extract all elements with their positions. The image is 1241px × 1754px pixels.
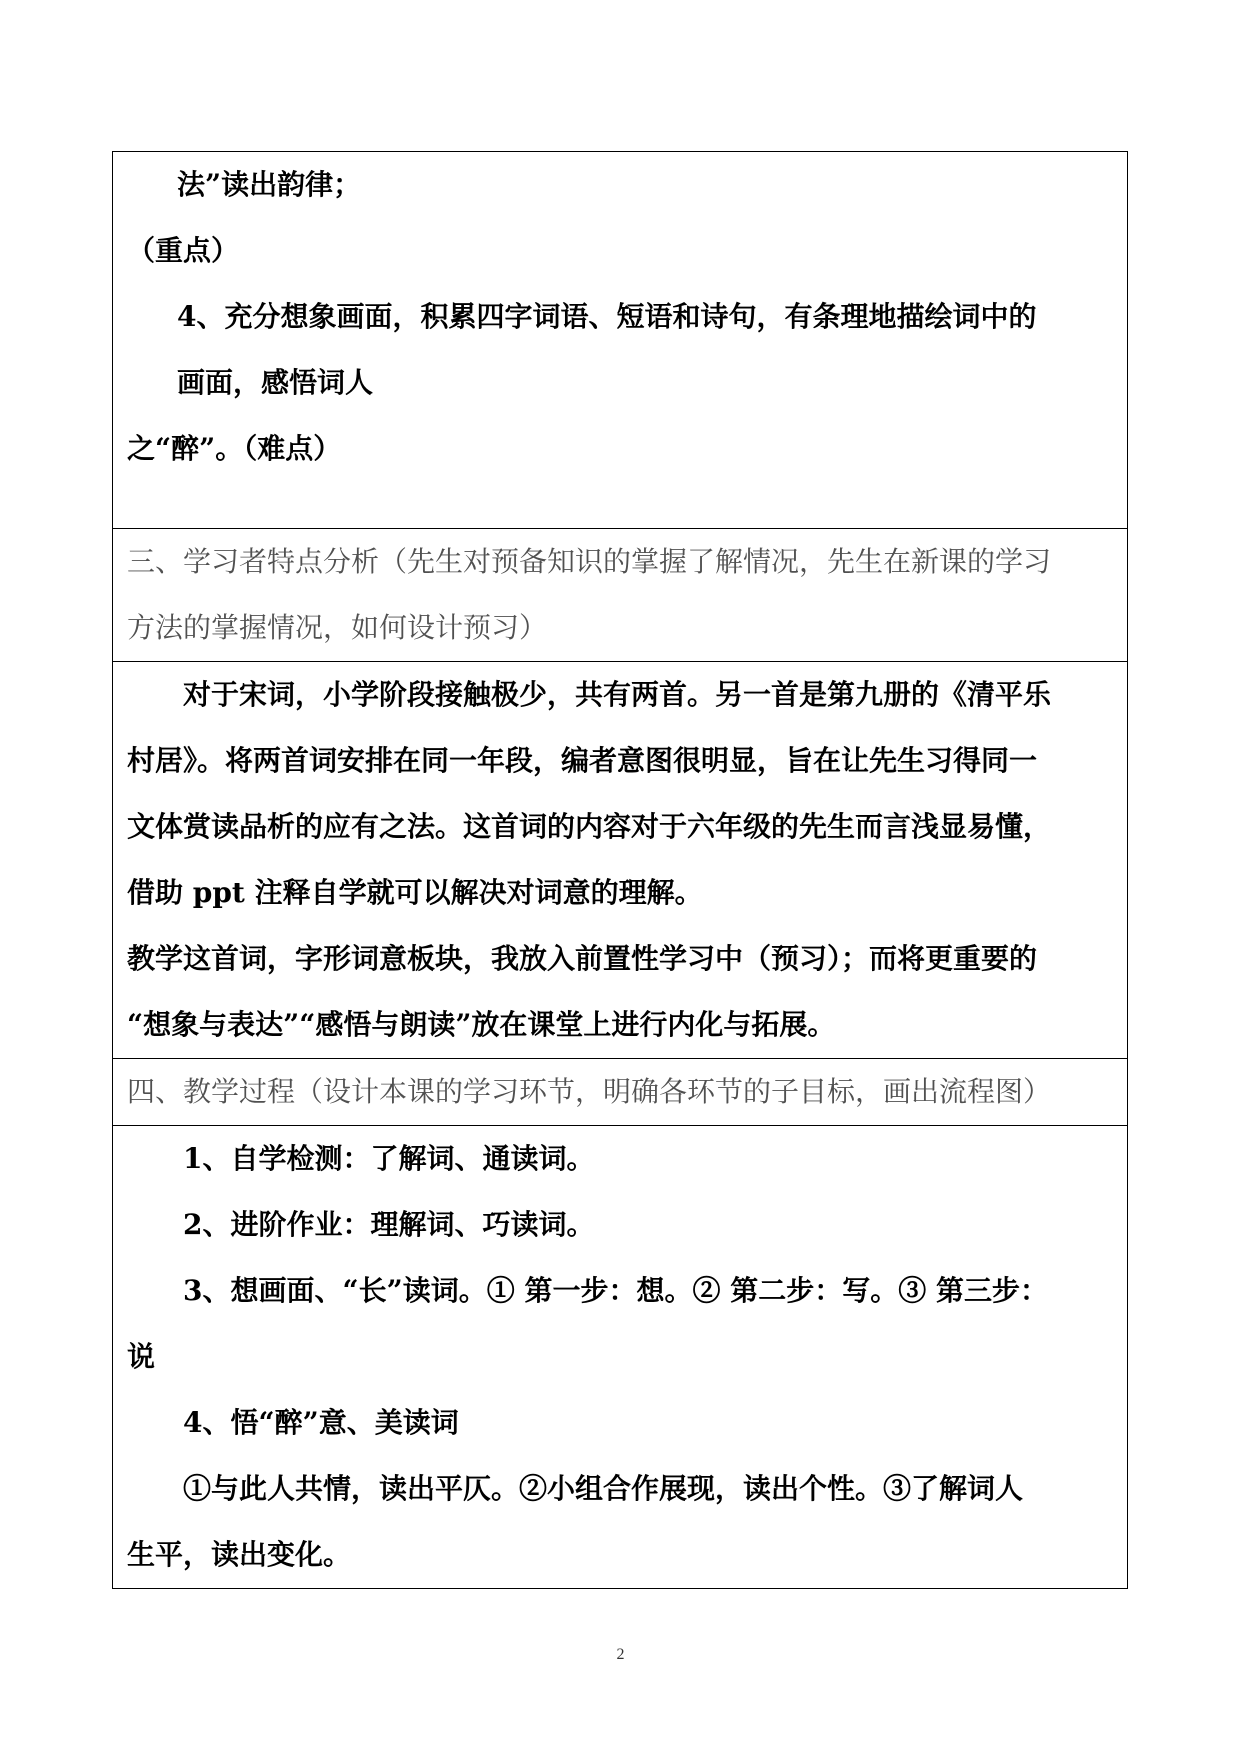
table-row bbox=[113, 152, 1128, 529]
paragraph-line: “想象与表达”“感悟与朗读”放在课堂上进行内化与拓展。 bbox=[127, 1008, 836, 1041]
paragraph-line: 文体赏读品析的应有之法。这首词的内容对于六年级的先生而言浅显易懂， bbox=[127, 810, 1052, 843]
section-heading: 方法的掌握情况，如何设计预习） bbox=[127, 611, 548, 644]
section-heading: 四、教学过程（设计本课的学习环节，明确各环节的子目标，画出流程图） bbox=[127, 1075, 1052, 1108]
section-heading: 三、学习者特点分析（先生对预备知识的掌握了解情况，先生在新课的学习 bbox=[127, 545, 1052, 578]
teaching-process-body-cell bbox=[113, 1126, 1128, 1589]
teaching-process-header-cell bbox=[113, 1059, 1128, 1126]
objective-line: 4、充分想象画面，积累四字词语、短语和诗句，有条理地描绘词中的 bbox=[177, 300, 1037, 333]
table-row bbox=[113, 1059, 1128, 1126]
table-row bbox=[113, 529, 1128, 662]
process-step: 说 bbox=[127, 1340, 156, 1373]
objectives-cell bbox=[113, 152, 1128, 529]
process-step: ①与此人共情，读出平仄。②小组合作展现，读出个性。③了解词人 bbox=[183, 1472, 1024, 1505]
paragraph-line: 对于宋词，小学阶段接触极少，共有两首。另一首是第九册的《清平乐 bbox=[183, 678, 1052, 711]
objective-line: 之“醉”。（难点） bbox=[127, 432, 342, 465]
table-row bbox=[113, 662, 1128, 1059]
process-step: 1、自学检测：了解词、通读词。 bbox=[183, 1142, 595, 1175]
objective-line: 画面，感悟词人 bbox=[177, 366, 374, 399]
objective-line: （重点） bbox=[127, 234, 240, 267]
page-number: 2 bbox=[616, 1646, 625, 1663]
paragraph-line: 教学这首词，字形词意板块，我放入前置性学习中（预习）；而将更重要的 bbox=[127, 942, 1038, 975]
table-row bbox=[113, 1126, 1128, 1589]
objective-line: 法”读出韵律； bbox=[177, 168, 362, 201]
process-step: 2、进阶作业：理解词、巧读词。 bbox=[183, 1208, 595, 1241]
process-step: 生平，读出变化。 bbox=[127, 1538, 352, 1571]
process-step: 3、想画面、“长”读词。① 第一步：想。② 第二步：写。③ 第三步： bbox=[183, 1274, 1048, 1307]
lesson-plan-table bbox=[112, 151, 1128, 1589]
learner-analysis-body-cell bbox=[113, 662, 1128, 1059]
learner-analysis-header-cell bbox=[113, 529, 1128, 662]
paragraph-line: 借助 ppt 注释自学就可以解决对词意的理解。 bbox=[127, 876, 703, 909]
paragraph-line: 村居》。将两首词安排在同一年段，编者意图很明显，旨在让先生习得同一 bbox=[127, 744, 1038, 777]
process-step: 4、悟“醉”意、美读词 bbox=[183, 1406, 459, 1439]
